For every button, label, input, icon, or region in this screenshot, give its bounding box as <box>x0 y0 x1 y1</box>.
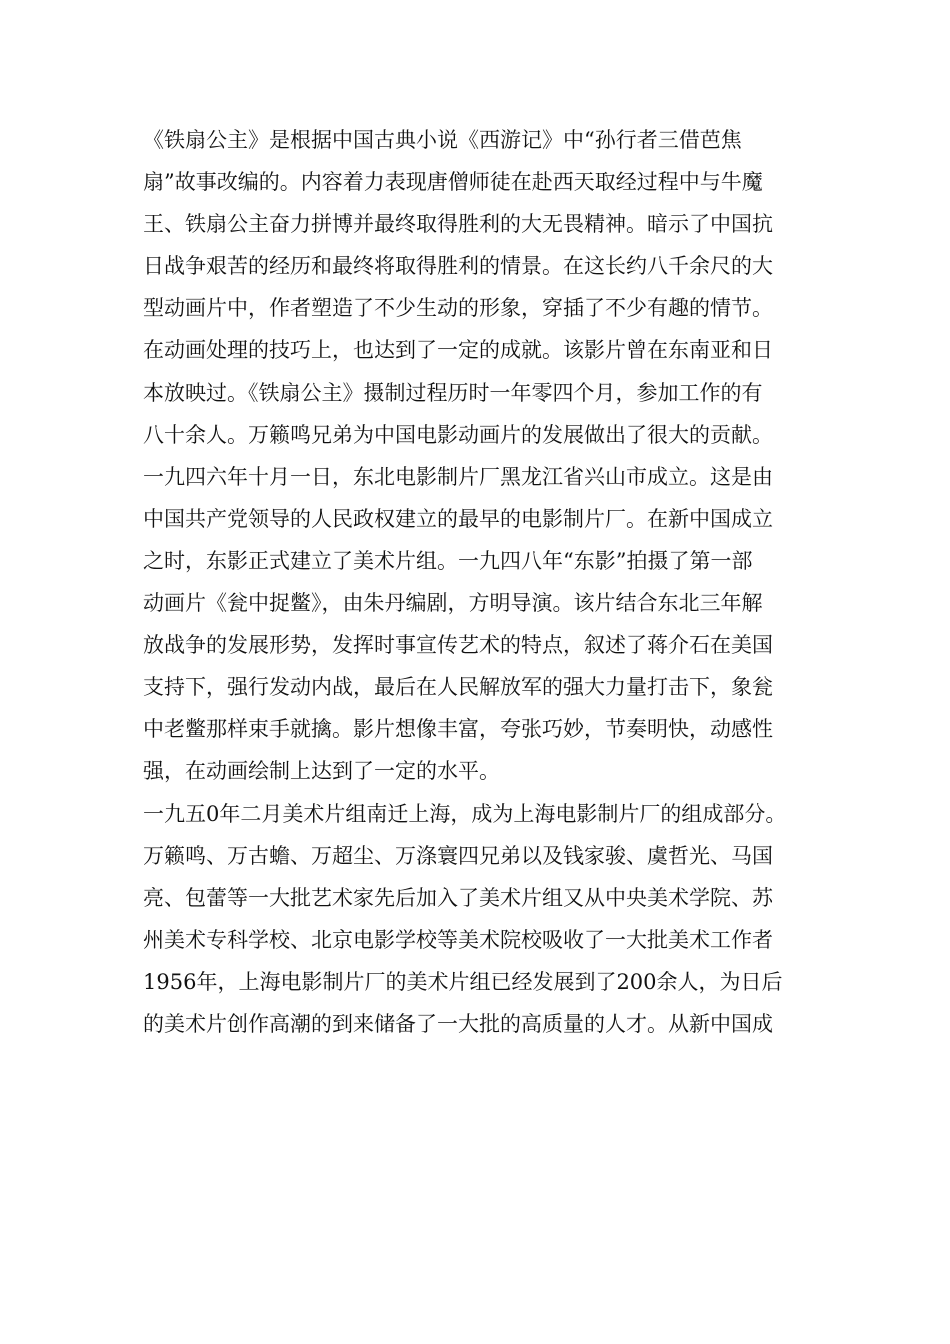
text-line: 本放映过。《铁扇公主》摄制过程历时一年零四个月，参加工作的有 <box>143 380 763 405</box>
text-line: 州美术专科学校、北京电影学校等美术院校吸收了一大批美术工作者 <box>143 927 773 952</box>
text-line: 亮、包蕾等一大批艺术家先后加入了美术片组又从中央美术学院、苏 <box>143 885 773 910</box>
text-line: 一九五0年二月美术片组南迁上海，成为上海电影制片厂的组成部分。 <box>143 801 787 826</box>
text-line: 在动画处理的技巧上，也达到了一定的成就。该影片曾在东南亚和日 <box>143 338 773 363</box>
text-line: 一九四六年十月一日，东北电影制片厂黑龙江省兴山市成立。这是由 <box>143 464 773 489</box>
text-line: 动画片《瓮中捉鳖》，由朱丹编剧，方明导演。该片结合东北三年解 <box>143 591 763 616</box>
text-line: 之时，东影正式建立了美术片组。一九四八年“东影”拍摄了第一部 <box>143 548 753 573</box>
text-line: 的美术片创作高潮的到来储备了一大批的高质量的人才。从新中国成 <box>143 1011 773 1036</box>
text-line: 中老鳖那样束手就擒。影片想像丰富，夸张巧妙，节奏明快，动感性 <box>143 717 773 742</box>
text-line: 日战争艰苦的经历和最终将取得胜利的情景。在这长约八千余尺的大 <box>143 254 773 279</box>
text-line: 八十余人。万籁鸣兄弟为中国电影动画片的发展做出了很大的贡献。 <box>143 422 773 447</box>
text-line: 型动画片中，作者塑造了不少生动的形象，穿插了不少有趣的情节。 <box>143 296 773 321</box>
text-line: 强，在动画绘制上达到了一定的水平。 <box>143 759 500 784</box>
text-line: 1956年，上海电影制片厂的美术片组已经发展到了200余人，为日后 <box>143 969 783 994</box>
text-line: 扇”故事改编的。内容着力表现唐僧师徒在赴西天取经过程中与牛魔 <box>143 170 763 195</box>
text-line: 支持下，强行发动内战，最后在人民解放军的强大力量打击下，象瓮 <box>143 675 773 700</box>
text-line: 中国共产党领导的人民政权建立的最早的电影制片厂。在新中国成立 <box>143 506 773 531</box>
text-line: 放战争的发展形势，发挥时事宣传艺术的特点，叙述了蒋介石在美国 <box>143 633 773 658</box>
text-line: 《铁扇公主》是根据中国古典小说《西游记》中“孙行者三借芭焦 <box>143 128 742 152</box>
text-line: 王、铁扇公主奋力拼博并最终取得胜利的大无畏精神。暗示了中国抗 <box>143 212 773 237</box>
text-line: 万籁鸣、万古蟾、万超尘、万涤寰四兄弟以及钱家骏、虞哲光、马国 <box>143 843 773 868</box>
body-text <box>143 119 843 1045</box>
